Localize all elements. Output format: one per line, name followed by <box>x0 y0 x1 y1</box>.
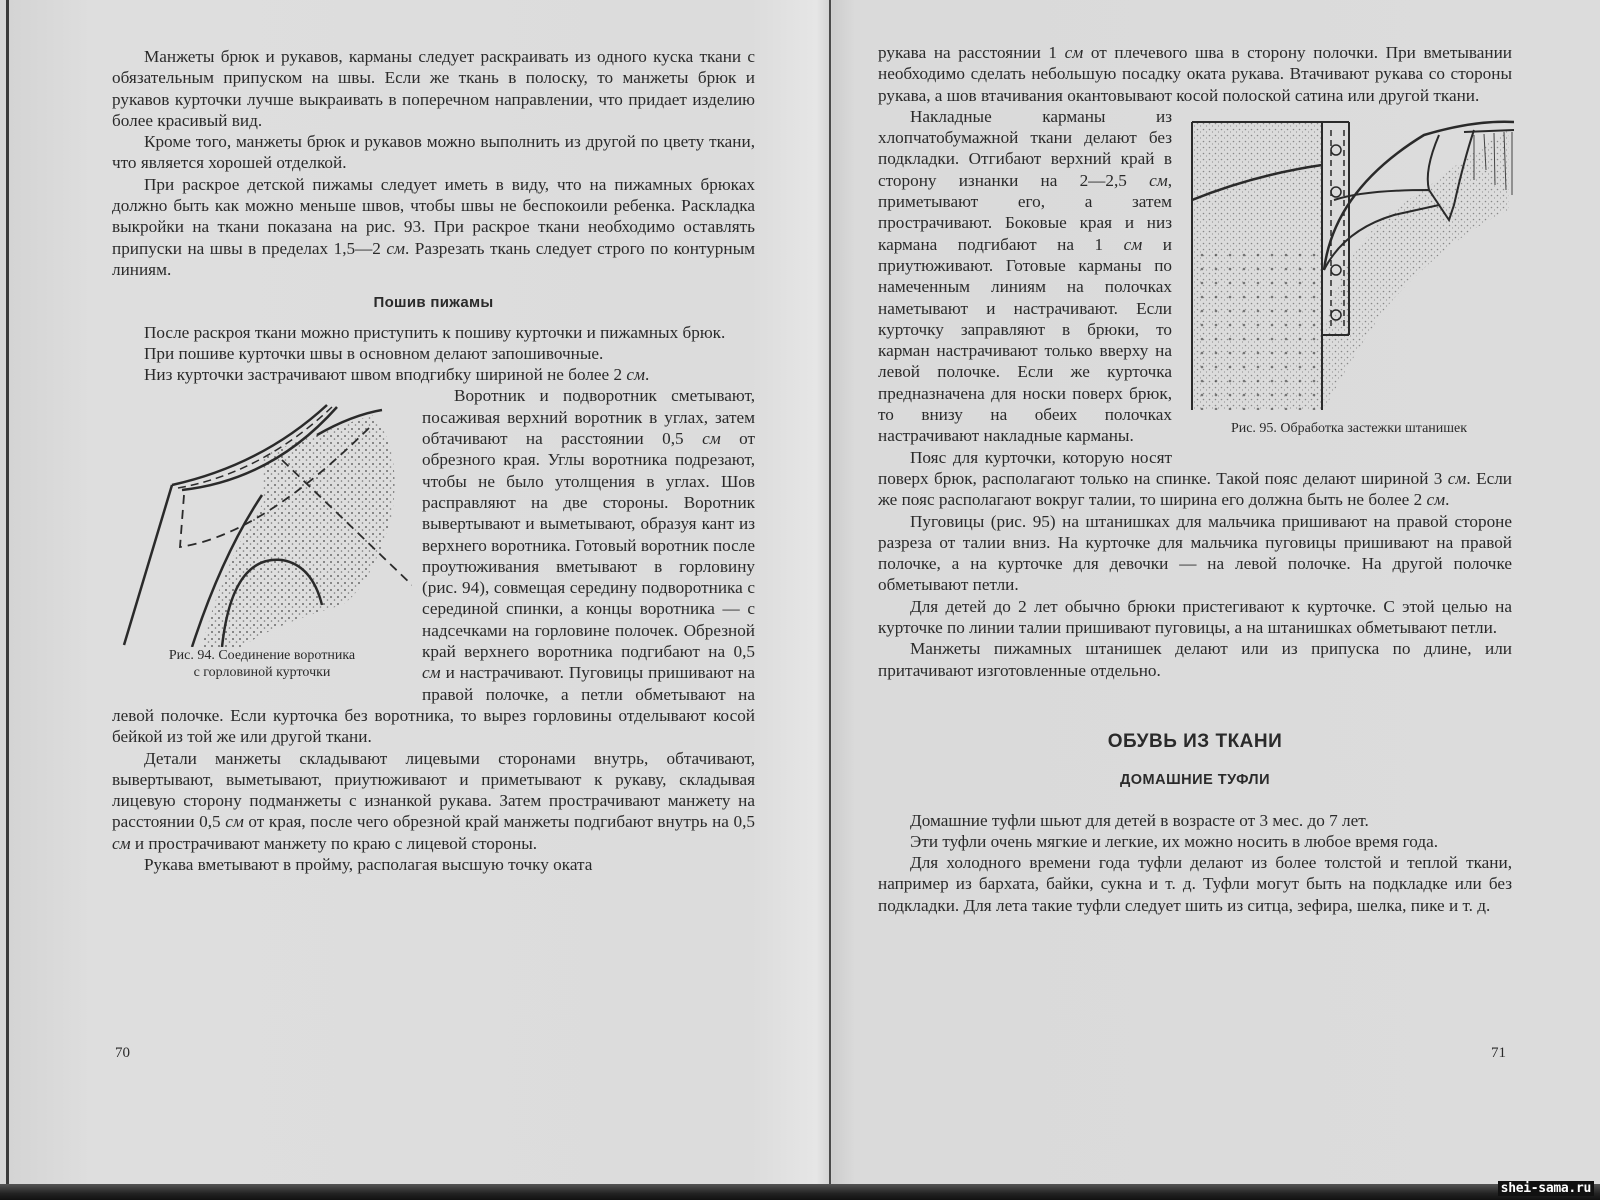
page-number-left: 70 <box>115 1045 130 1061</box>
paragraph: Низ курточки застрачивают швом вподгибку шириной не более 2 см. <box>144 365 650 385</box>
paragraph: Манжеты пижамных штанишек делают или из припуска по длине, или притачивают изготовленные отдельно. <box>878 639 1512 680</box>
figure-95-caption: Рис. 95. Обработка застежки штанишек <box>1230 420 1468 436</box>
subheading-pajama-sewing: Пошив пижамы <box>373 294 494 312</box>
subheading-house-slippers: ДОМАШНИЕ ТУФЛИ <box>1119 772 1271 789</box>
paragraph: При пошиве курточки швы в основном делают запошивочные. <box>144 343 604 363</box>
paragraph: Эти туфли очень мягкие и легкие, их можно носить в любое время года. <box>910 831 1439 851</box>
paragraph: Для детей до 2 лет обычно брюки пристегивают к курточке. С этой целью на курточке по линии талии пришивают пуговицы, а на штанишках обметывают петли. <box>878 596 1512 638</box>
paragraph: Накладные карманы из хлопчатобумажной ткани делают без подкладки. Отгибают верхний край в сторону изнанки на 2—2,5 см, приметывают его, а затем прострачивают. Боковые края и низ кармана подгибают на 1 см и приутюживают. Готовые карманы по намеченным линиям на полочках наметывают и настрачивают. Если курточку заправляют в брюки, то карман настрачивают только вверху на левой полочке. Если же курточка предназначена для носки поверх брюк, то внизу на обеих полочках настрачивают накладные карманы. <box>878 106 1172 446</box>
paragraph: Рукава вметывают в пройму, располагая высшую точку оката <box>144 854 593 874</box>
collar-diagram-icon <box>112 385 412 647</box>
paragraph: Для холодного времени года туфли делают из более толстой и теплой ткани, например из бархата, байки, сукна и т. д. Туфли могут быть на подкладке или без подкладки. Для лета такие туфли следует шить из ситца, зефира, шелка, пике и т. д. <box>878 853 1512 915</box>
paragraph: После раскроя ткани можно приступить к пошиву курточки и пижамных брюк. <box>144 322 726 342</box>
fly-closure-diagram-icon <box>1184 110 1514 420</box>
left-page-text <box>112 46 755 875</box>
page-number-right: 71 <box>1491 1045 1506 1061</box>
paragraph: Пуговицы (рис. 95) на штанишках для мальчика пришивают на правой стороне разреза от талии вниз. На курточке для мальчика пуговицы пришивают на правой полочке, а на курточке для девочки — на левой полочке. На другой полочке обметывают петли. <box>878 511 1512 595</box>
watermark: shei-sama.ru <box>1498 1181 1594 1196</box>
figure-94 <box>112 385 412 687</box>
paragraph: Пояс для курточки, которую носят поверх брюк, располагают только на спинке. Такой пояс делают шириной 3 см. Если же пояс располагают вокруг талии, то ширина его должна быть не более 2 см. <box>878 447 1513 510</box>
paragraph: Манжеты брюк и рукавов, карманы следует раскраивать из одного куска ткани с обязательным припуском на швы. Если же ткань в полоску, то манжеты брюк и рукавов курточки лучше выкраивать в поперечном направлении, что придает изделию более красивый вид. <box>112 47 755 130</box>
paragraph: рукава на расстоянии 1 см от плечевого шва в сторону полочки. При вметывании необходимо сделать небольшую посадку оката рукава. Втачивают рукава со стороны рукава, а шов втачивания окантовывают косой полоской сатина или другой ткани. <box>878 43 1512 105</box>
figure-95 <box>1184 110 1514 446</box>
paragraph: Детали манжеты складывают лицевыми сторонами внутрь, обтачивают, вывертывают, выметывают, приутюживают и приметывают к рукаву, складывая лицевую сторону подманжеты с изнанкой рукава. Затем прострачивают манжету на расстоянии 0,5 см от края, после чего обрезной край манжеты подгибают внутрь на 0,5 см и прострачивают манжету по краю с лицевой стороны. <box>112 748 755 853</box>
figure-94-caption: Рис. 94. Соединение воротника с горловиной курточки <box>168 648 356 681</box>
paragraph: Кроме того, манжеты брюк и рукавов можно выполнить из другой по цвету ткани, что является хорошей отделкой. <box>112 132 755 173</box>
paragraph: Домашние туфли шьют для детей в возрасте от 3 мес. до 7 лет. <box>910 810 1369 830</box>
section-heading-fabric-footwear: ОБУВЬ ИЗ ТКАНИ <box>1107 730 1283 752</box>
book-bottom-edge <box>0 1184 1600 1200</box>
paragraph: Воротник и подворотник сметывают, посаживая верхний воротник в углах, затем обтачивают на расстоянии 0,5 см от обрезного края. Углы воротника подрезают, чтобы не было утолщения в углах. Шов расправляют на две стороны. Воротник вывертывают и выметывают, образуя кант из верхнего воротника. Готовый воротник после проутюживания вметывают в горловину (рис. 94), совмещая середину подворотника с серединой спинки, а концы воротника — с надсечками на горловине полочек. Обрезной край верхнего воротника подгибают на 0,5 см и настрачивают. Пуговицы пришивают на правой полочке, а петли обметывают на левой полочке. Если курточка без воротника, то вырез горловины отделывают косой бейкой из той же или другой ткани. <box>112 386 755 747</box>
paragraph: При раскрое детской пижамы следует иметь в виду, что на пижамных брюках должно быть как можно меньше швов, чтобы швы не беспокоили ребенка. Раскладка выкройки на ткани показана на рис. 93. При раскрое ткани необходимо оставлять припуски на швы в пределах 1,5—2 см. Разрезать ткань следует строго по контурным линиям. <box>112 174 756 279</box>
book-spine <box>829 0 831 1190</box>
right-page-text <box>878 42 1512 916</box>
